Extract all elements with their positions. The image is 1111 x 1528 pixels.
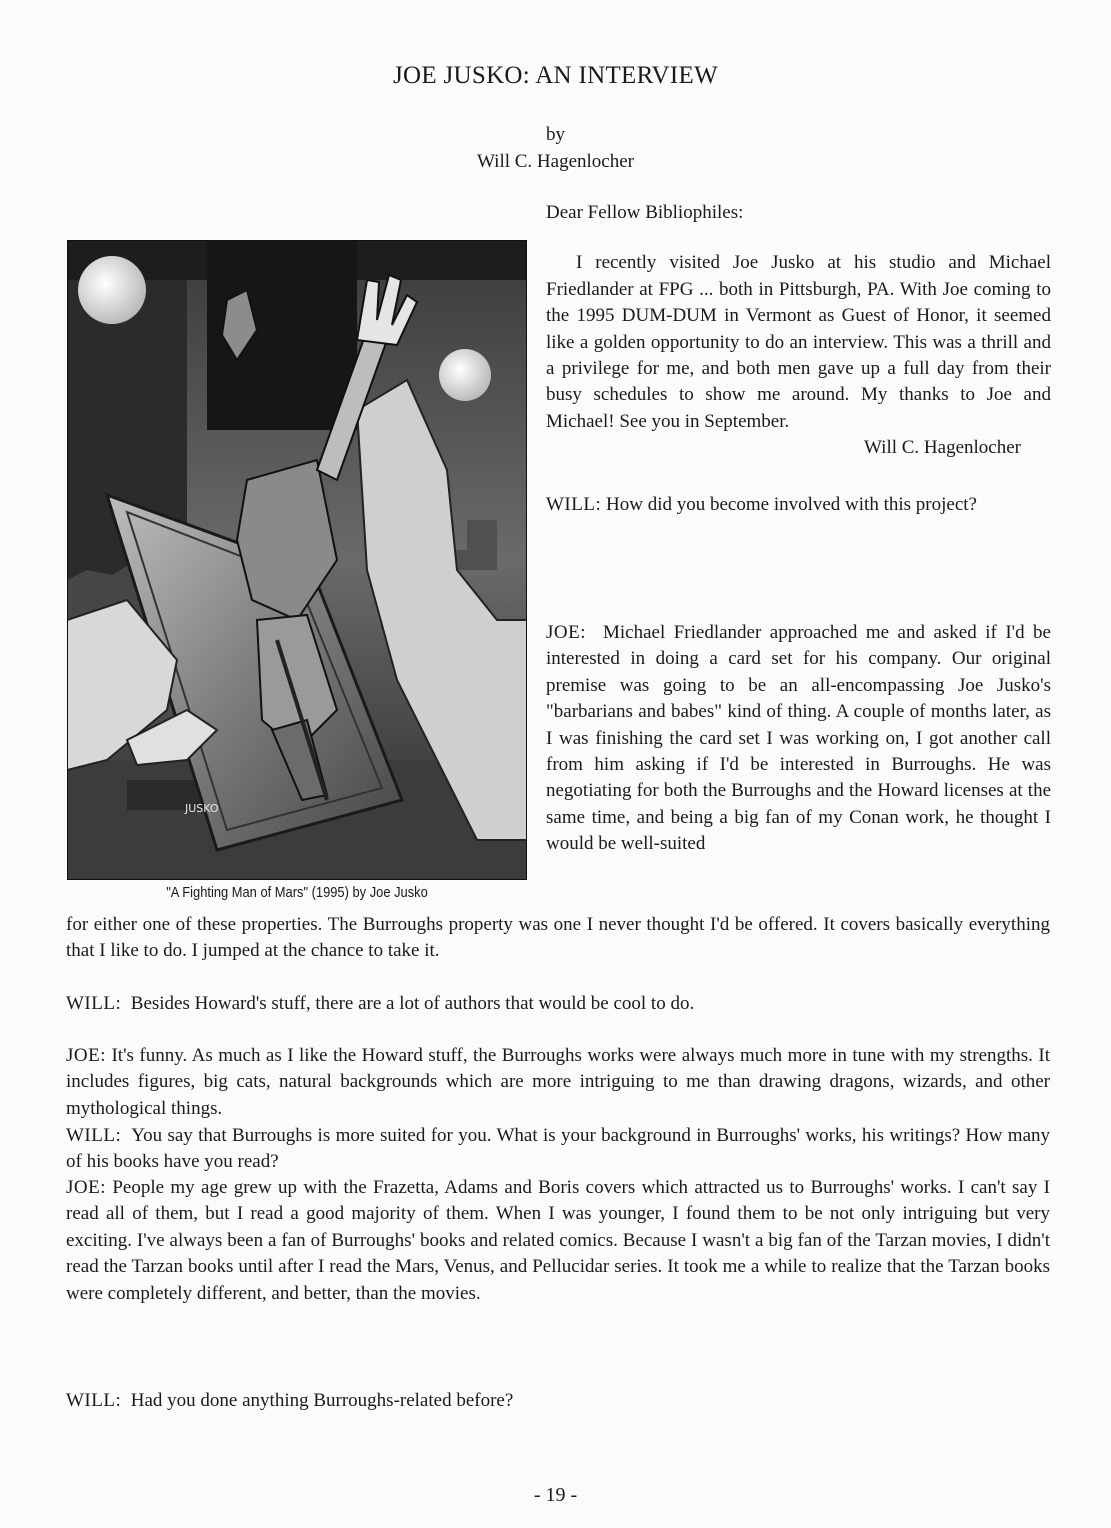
interview-continuation: for either one of these properties. The Burroughs property was one I never thought I'd be offered. It covers basically everything that I like to do. I jumped at the chance to take it. bbox=[66, 914, 1050, 962]
interview-entry bbox=[546, 492, 1051, 518]
letter-signature: Will C. Hagenlocher bbox=[864, 437, 1021, 459]
fighting-man-of-mars-illustration bbox=[67, 240, 527, 880]
moon-right bbox=[439, 349, 491, 401]
interview-text: Besides Howard's stuff, there are a lot of authors that would be cool to do. bbox=[130, 993, 695, 1014]
right-column bbox=[546, 200, 1051, 544]
speaker-label: WILL: bbox=[66, 1125, 122, 1146]
interview-entry bbox=[546, 620, 1051, 858]
interview-text: Michael Friedlander approached me and asked if I'd be interested in doing a card set for his company. Our original premise was going to be an all-encompassing Joe Jusko's "barbarians and babes" kind of thing. A couple of months later, as I was finishing the card set I was working on, I got another call from him asking if I'd be interested in Burroughs. He was negotiating for both the Burroughs and the Howard licenses at the same time, and being a big fan of my Conan work, he thought I would be well-suited bbox=[546, 622, 1051, 855]
speaker-label: JOE: bbox=[66, 1177, 106, 1198]
speaker-label: JOE: bbox=[546, 622, 586, 643]
speaker-label: WILL: bbox=[66, 1390, 122, 1411]
interview-entry bbox=[66, 1175, 1050, 1307]
illustration-figure bbox=[67, 240, 527, 880]
interview-entry bbox=[66, 1123, 1050, 1176]
byline-author: Will C. Hagenlocher bbox=[477, 151, 634, 172]
interview-text: Had you done anything Burroughs-related before? bbox=[130, 1390, 514, 1411]
figure-caption: "A Fighting Man of Mars" (1995) by Joe Jusko bbox=[166, 884, 428, 901]
interview-text: How did you become involved with this project? bbox=[606, 493, 977, 515]
byline bbox=[0, 121, 1111, 175]
moon-left bbox=[78, 256, 146, 324]
artist-signature: JUSKO bbox=[185, 802, 219, 815]
letter-salutation: Dear Fellow Bibliophiles: bbox=[546, 202, 744, 223]
byline-by: by bbox=[546, 124, 565, 145]
speaker-label: WILL: bbox=[66, 993, 122, 1014]
interview-text: You say that Burroughs is more suited for you. What is your background in Burroughs' works, his writings? How many of his books have you read? bbox=[66, 1125, 1051, 1173]
page-number: - 19 - bbox=[533, 1484, 578, 1506]
article-title: JOE JUSKO: AN INTERVIEW bbox=[392, 62, 718, 89]
speaker-label: WILL: bbox=[546, 493, 602, 515]
interview-entry bbox=[66, 1388, 1050, 1414]
interview-text: People my age grew up with the Frazetta, Adams and Boris covers which attracted us to Burroughs' works. I can't say I read all of them, but I read a good majority of them. When I was younger, I found them to be not only intriguing but very exciting. I've always been a fan of Burroughs' books and related comics. Because I wasn't a big fan of the Tarzan movies, I didn't read the Tarzan books until after I read the Mars, Venus, and Pellucidar series. It took me a while to realize that the Tarzan books were completely different, and better, than the movies. bbox=[66, 1177, 1051, 1304]
interview-text: It's funny. As much as I like the Howard stuff, the Burroughs works were always much more in tune with my strengths. It includes figures, big cats, natural backgrounds which are more intriguing to me than drawing dragons, wizards, and other mythological things. bbox=[66, 1045, 1051, 1119]
speaker-label: JOE: bbox=[66, 1045, 106, 1066]
letter-body: I recently visited Joe Jusko at his studio and Michael Friedlander at FPG ... both in Pittsburgh, PA. With Joe coming to the 1995 DUM-DUM in Vermont as Guest of Honor, it seemed like a golden opportunity to do an interview. This was a thrill and a privilege for me, and both men gave up a full day from their busy schedules to show me around. My thanks to Joe and Michael! See you in September. bbox=[546, 252, 1051, 432]
interview-entry bbox=[66, 991, 1050, 1017]
interview-entry bbox=[66, 1043, 1050, 1122]
